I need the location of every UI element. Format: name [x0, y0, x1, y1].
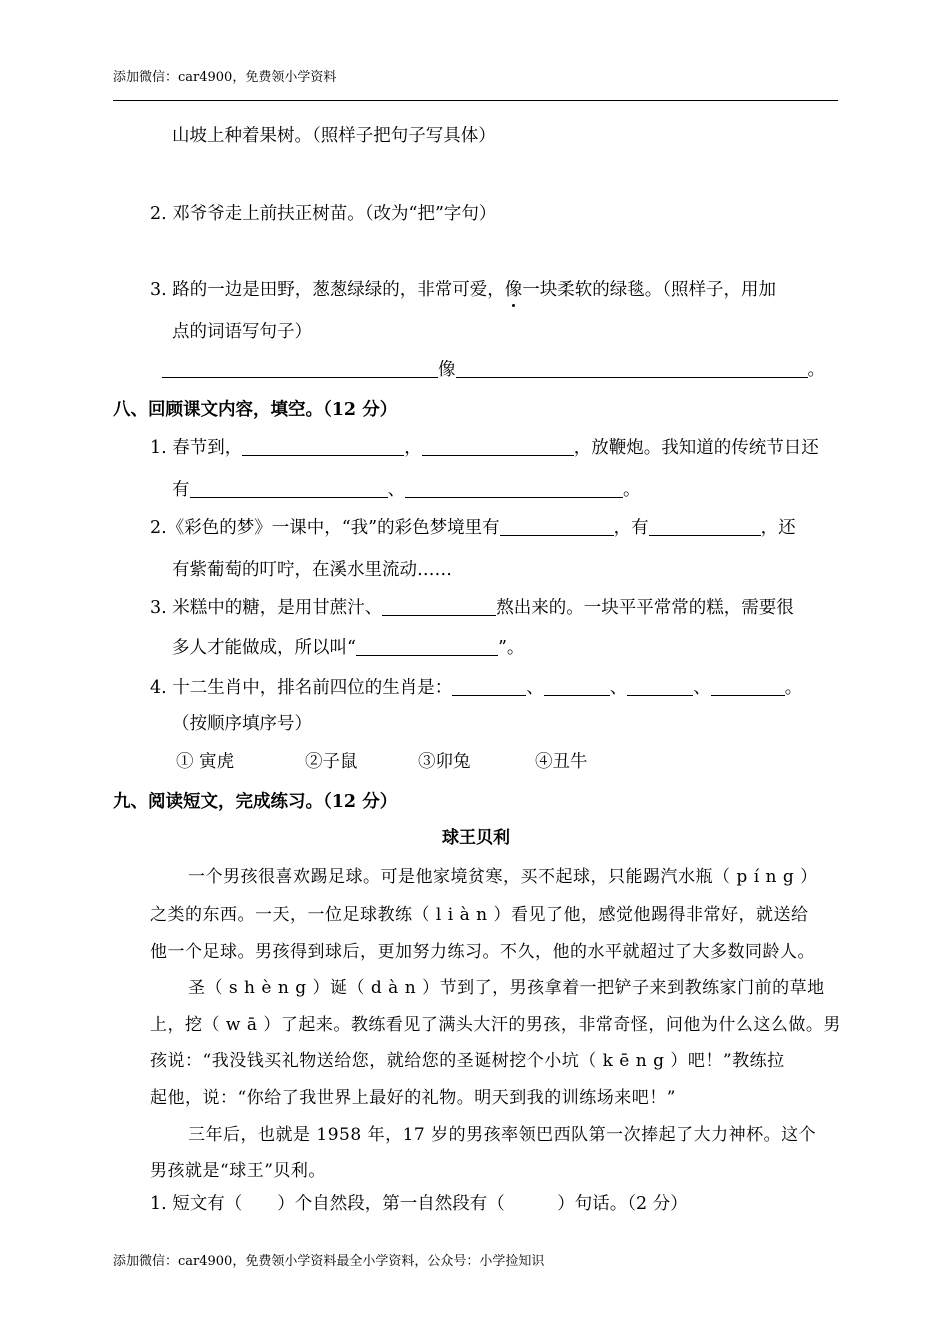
- option-3: ③卯兔: [418, 752, 471, 772]
- answer-blank[interactable]: [456, 358, 808, 378]
- section-9-title: 九、阅读短文，完成练习。（12 分）: [113, 792, 398, 812]
- sec9-q1: 1. 短文有（ ）个自然段，第一自然段有（ ）句话。（2 分）: [150, 1194, 688, 1214]
- footer-text: 添加微信：car4900，免费领小学资料最全小学资料，公众号：小学捡知识: [113, 1254, 545, 1269]
- passage-line: 起他，说：“你给了我世界上最好的礼物。明天到我的训练场来吧！”: [150, 1088, 676, 1108]
- sec8-q2-line2: 有紫葡萄的叮咛，在溪水里流动……: [172, 560, 452, 580]
- answer-blank[interactable]: [544, 676, 610, 696]
- passage-line: 一个男孩很喜欢踢足球。可是他家境贫寒，买不起球，只能踢汽水瓶（ p í n g ）: [188, 867, 818, 887]
- answer-blank[interactable]: [452, 676, 526, 696]
- answer-blank[interactable]: [190, 478, 388, 498]
- answer-blank[interactable]: [711, 676, 785, 696]
- answer-blank[interactable]: [500, 516, 614, 536]
- sec8-q3-line2: 多人才能做成，所以叫“ ”。: [172, 634, 524, 659]
- passage-line: 男孩就是“球王”贝利。: [150, 1161, 326, 1181]
- section-8-title: 八、回顾课文内容，填空。（12 分）: [113, 400, 398, 420]
- passage-line: 之类的东西。一天，一位足球教练（ l i à n ）看见了他，感觉他踢得非常好，就送给: [150, 905, 809, 925]
- emphasis-dot-char: 像: [505, 276, 523, 301]
- sec7-q3: 3. 路的一边是田野，葱葱绿绿的，非常可爱，像一块柔软的绿毯。（照样子，用加: [150, 276, 776, 301]
- passage-title: 球王贝利: [442, 828, 510, 848]
- passage-line: 上，挖（ w ā ）了起来。教练看见了满头大汗的男孩，非常奇怪，问他为什么这么做。男: [150, 1015, 841, 1035]
- passage-line: 圣（ s h è n g ）诞（ d à n ）节到了，男孩拿着一把铲子来到教练家门前的草地: [188, 978, 825, 998]
- sec8-q2: 2.《彩色的梦》一课中，“我”的彩色梦境里有 ，有 ，还: [150, 514, 796, 539]
- answer-blank[interactable]: [405, 478, 623, 498]
- option-1: ① 寅虎: [176, 752, 235, 772]
- sec8-q4: 4. 十二生肖中，排名前四位的生肖是： 、 、 、 。: [150, 674, 802, 699]
- option-2: ②子鼠: [305, 752, 358, 772]
- header-text: 添加微信：car4900，免费领小学资料: [113, 70, 337, 85]
- passage-line: 他一个足球。男孩得到球后，更加努力练习。不久，他的水平就超过了大多数同龄人。: [150, 942, 815, 962]
- passage-line: 孩说：“我没钱买礼物送给您，就给您的圣诞树挖个小坑（ k ē n g ）吧！”教练拉: [150, 1051, 785, 1071]
- sec8-q1: 1. 春节到， ， ，放鞭炮。我知道的传统节日还: [150, 434, 819, 459]
- sec7-fill-line: 像 。: [162, 356, 825, 381]
- sec8-q1-line2: 有 、 。: [172, 476, 641, 501]
- answer-blank[interactable]: [627, 676, 693, 696]
- sec7-q2: 2. 邓爷爷走上前扶正树苗。（改为“把”字句）: [150, 204, 497, 224]
- answer-blank[interactable]: [356, 636, 498, 656]
- sec8-q4-note: （按顺序填序号）: [172, 714, 312, 734]
- sec7-q3-line2: 点的词语写句子）: [172, 322, 312, 342]
- sec7-line1: 山坡上种着果树。（照样子把句子写具体）: [172, 126, 496, 146]
- answer-blank[interactable]: [422, 436, 574, 456]
- passage-line: 三年后，也就是 1958 年，17 岁的男孩率领巴西队第一次捧起了大力神杯。这个: [188, 1125, 817, 1145]
- header-rule: [113, 100, 838, 101]
- answer-blank[interactable]: [382, 596, 496, 616]
- answer-blank[interactable]: [649, 516, 761, 536]
- answer-blank[interactable]: [162, 358, 438, 378]
- option-4: ④丑牛: [535, 752, 588, 772]
- sec8-q3: 3. 米糕中的糖，是用甘蔗汁、 熬出来的。一块平平常常的糕，需要很: [150, 594, 794, 619]
- answer-blank[interactable]: [242, 436, 404, 456]
